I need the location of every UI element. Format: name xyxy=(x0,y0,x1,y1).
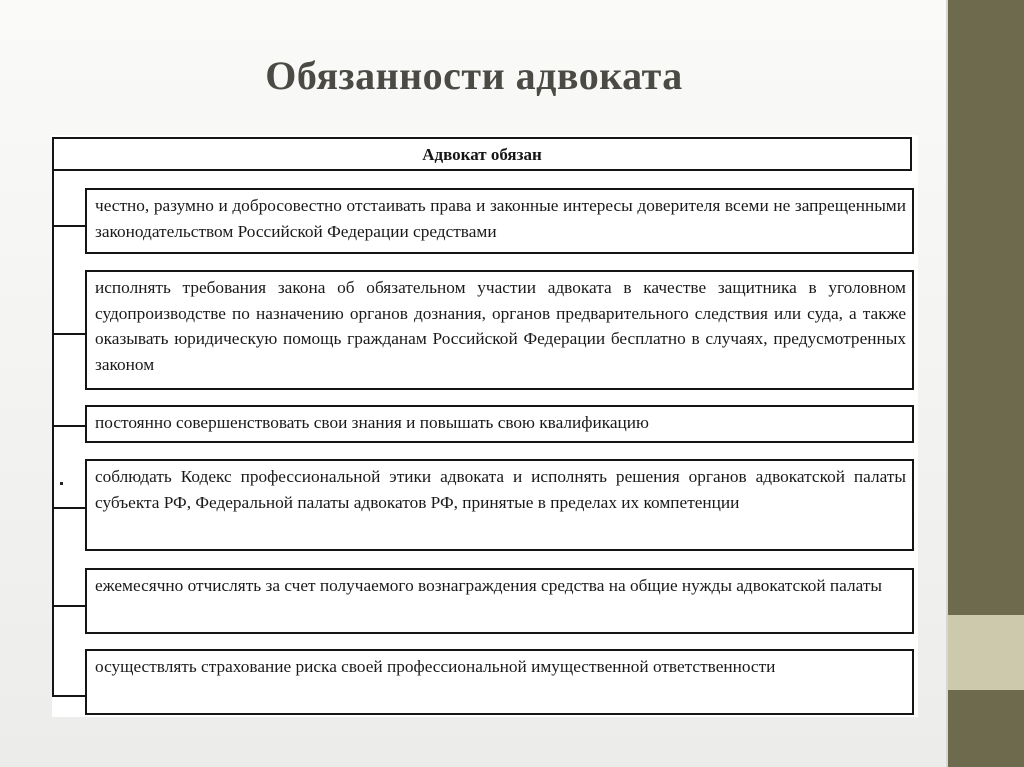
connector-line xyxy=(52,225,86,227)
connector-line xyxy=(52,333,86,335)
side-decoration-accent xyxy=(948,615,1024,690)
duty-item-1: честно, разумно и добросовестно отстаивать права и законные интересы доверителя всеми не запрещенными законодательством Российской Федерации средствами xyxy=(85,188,914,254)
duties-diagram xyxy=(52,135,918,717)
duty-item-3: постоянно совершенствовать свои знания и повышать свою квалификацию xyxy=(85,405,914,443)
duty-item-2: исполнять требования закона об обязательном участии адвоката в качестве защитника в уголовном судопроизводстве по назначению органов дознания, органов предварительного следствия или суда, а также оказывать юридическую помощь гражданам Российской Федерации бесплатно в случаях, предусмотренных законом xyxy=(85,270,914,390)
connector-line xyxy=(52,605,86,607)
slide-title: Обязанности адвоката xyxy=(265,53,683,98)
duty-item-5: ежемесячно отчислять за счет получаемого вознаграждения средства на общие нужды адвокатской палаты xyxy=(85,568,914,634)
diagram-spine-line xyxy=(52,169,54,696)
duty-item-4: соблюдать Кодекс профессиональной этики адвоката и исполнять решения органов адвокатской палаты субъекта РФ, Федеральной палаты адвокатов РФ, принятые в пределах их компетенции xyxy=(85,459,914,551)
diagram-header: Адвокат обязан xyxy=(52,137,912,171)
connector-line xyxy=(52,425,86,427)
duty-item-6: осуществлять страхование риска своей профессиональной имущественной ответственности xyxy=(85,649,914,715)
connector-line xyxy=(52,695,86,697)
connector-line xyxy=(52,507,86,509)
scan-artifact-dot xyxy=(60,482,63,485)
